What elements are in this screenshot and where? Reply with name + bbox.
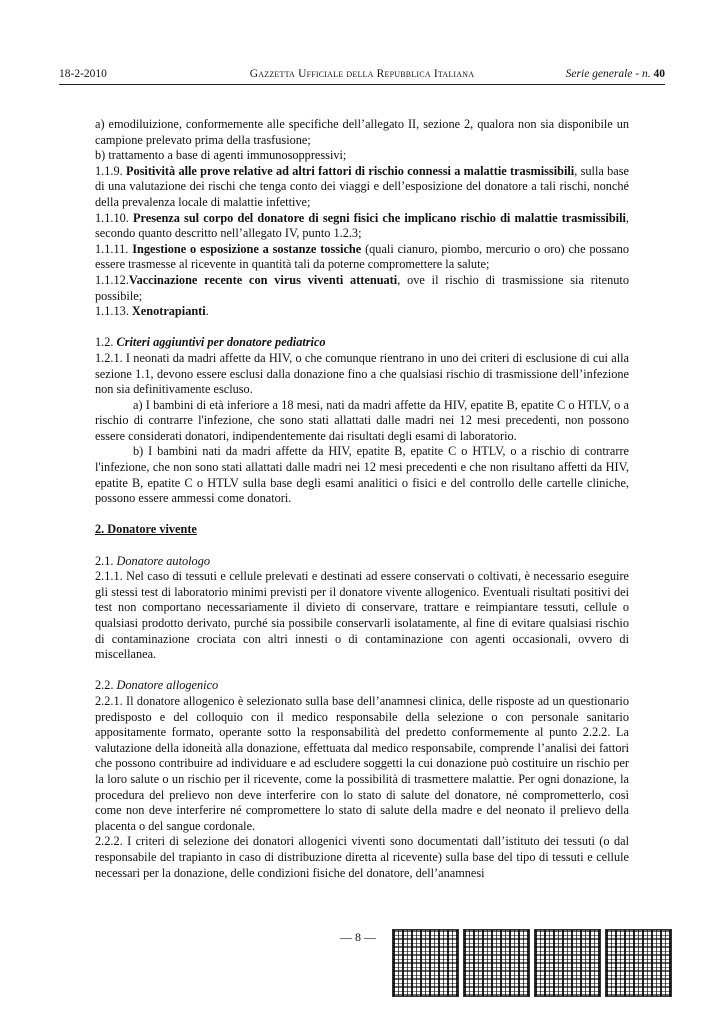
item-bold: Vaccinazione recente con virus viventi attenuati (128, 272, 398, 287)
paragraph: a) I bambini di età inferiore a 18 mesi, nati da madri affette da HIV, epatite B, epatite C o HTLV, o a rischio di contrarre l'infezione, che sono stati allattati dalle madri nei 12 mesi precedenti, non possono essere considerati donatori, indipendentemente dai risultati degli esami di laboratorio. (95, 397, 629, 443)
paragraph: b) I bambini nati da madri affette da HIV, epatite B, epatite C o HTLV, o a rischio di contrarre l'infezione, che non sono stati allattati dalle madri nei 12 mesi precedenti e che non risultano affetti da HIV, epatite B, epatite C o HTLV sulla base degli esami analitici o fisici e del controllo delle cartelle cliniche, possono essere ammessi come donatori. (95, 444, 629, 506)
section-title: Criteri aggiuntivi per donatore pediatrico (116, 335, 326, 350)
barcode-image (605, 929, 672, 997)
item-number: 1.1.11. (95, 241, 129, 256)
page-header (59, 68, 665, 85)
paragraph (95, 242, 629, 273)
paragraph (95, 211, 629, 242)
document-body (95, 117, 629, 881)
section-title: Donatore allogenico (116, 678, 219, 693)
spacer (95, 663, 629, 679)
header-serie (566, 68, 665, 80)
item-number: 1.1.9. (95, 163, 123, 178)
item-text: (quali cianuro, piombo, mercurio o oro) che possano essere trasmesse al ricevente in quantità tali da poterne compromettere la salute; (95, 241, 629, 272)
paragraph: 2.2.1. Il donatore allogenico è selezionato sulla base dell’anamnesi clinica, delle risposte ad un questionario predisposto e del colloquio con il medico responsabile della selezione o con personale sanitario appositamente formato, operante sotto la responsabilità del predetto conformemente al punto 2.2.2. La valutazione della idoneità alla donazione, effettuata dal medico responsabile, comprende l’analisi dei fattori che possono contribuire ad individuare e ad escludere soggetti la cui donazione può costituire un rischio per la loro salute o un rischio per il ricevente, come la possibilità di trasmettere malattie. Per ogni donazione, la procedura del prelievo non deve interferire con lo stato di salute del donatore, né comprometterlo, così come non deve interferire né compromettere lo stato di salute della madre e del neonato il prelievo della placenta o del sangue cordonale. (95, 693, 629, 833)
header-date: 18-2-2010 (59, 68, 107, 80)
item-text: , ove il rischio di trasmissione sia ritenuto possibile; (95, 272, 629, 303)
item-bold: Ingestione o esposizione a sostanze tossiche (132, 241, 362, 256)
page-number: — 8 — (340, 930, 376, 944)
item-bold: Presenza sul corpo del donatore di segni fisici che implicano rischio di malattie trasmissibili (133, 210, 626, 225)
spacer (95, 320, 629, 336)
section-heading (95, 522, 629, 538)
serie-label: Serie generale - n. (565, 68, 651, 80)
spacer (95, 507, 629, 523)
section-heading (95, 678, 629, 694)
item-number: 1.1.13. (95, 304, 129, 319)
paragraph: 2.2.2. I criteri di selezione dei donatori allogenici viventi sono documentati dall’istituto dei tessuti (o dal responsabile del trapianto in caso di distribuzione diretta al ricevente) sulla base del tipo di tessuti e cellule necessari per la donazione, delle condizioni fisiche del donatore, dell’anamnesi (95, 834, 629, 880)
barcode-image (463, 929, 530, 997)
header-title: Gazzetta Ufficiale della Repubblica Italiana (249, 68, 475, 80)
item-text: , secondo quanto descritto nell’allegato IV, punto 1.2.3; (95, 210, 629, 241)
section-number: 2.2. (95, 678, 114, 693)
paragraph (95, 273, 629, 304)
item-text: , sulla base di una valutazione dei rischi che tenga conto dei viaggi e dell’esposizione del donatore a tali rischi, nonché della prevalenza locale di malattie infettive; (95, 163, 629, 209)
section-title: 2. Donatore vivente (95, 522, 197, 537)
section-number: 1.2. (95, 335, 114, 350)
section-heading (95, 554, 629, 570)
section-title: Donatore autologo (116, 553, 211, 568)
section-number: 2.1. (95, 553, 114, 568)
item-number: 1.1.10. (95, 210, 129, 225)
paragraph: 2.1.1. Nel caso di tessuti e cellule prelevati e destinati ad essere conservati o coltivati, è necessario eseguire gli stessi test di laboratorio minimi previsti per il donatore vivente allogenico. Eventuali risultati positivi dei test non comportano necessariamente il divieto di conservare, trattare e reimpiantare tessuti, cellule o qualsiasi prodotto derivato, purché sia possibile conservarli isolatamente, al fine di evitare qualsiasi rischio di contaminazione crociata con altri innesti o di contaminazione con agenti occasionali, ovvero di miscellanea. (95, 569, 629, 662)
item-bold: Xenotrapianti (131, 304, 206, 319)
paragraph: a) emodiluizione, conformemente alle specifiche dell’allegato II, sezione 2, qualora non sia disponibile un campione prelevato prima della trasfusione; (95, 117, 629, 147)
paragraph (95, 304, 629, 320)
paragraph: 1.2.1. I neonati da madri affette da HIV, o che comunque rientrano in uno dei criteri di esclusione di cui alla sezione 1.1, devono essere esclusi dalla donazione fino a che qualsiasi rischio di trasmissione dell’infezione non sia definitivamente escluso. (95, 350, 629, 397)
item-text: . (205, 304, 209, 319)
item-number: 1.1.12. (95, 272, 129, 287)
section-heading (95, 335, 629, 351)
item-bold: Positività alle prove relative ad altri fattori di rischio connessi a malattie trasmissibili (125, 163, 575, 178)
barcode-image (534, 929, 601, 997)
serie-number: 40 (653, 68, 665, 80)
paragraph: b) trattamento a base di agenti immunosoppressivi; (95, 148, 347, 163)
barcode-strip (392, 929, 672, 997)
paragraph (95, 164, 629, 211)
spacer (95, 538, 629, 554)
barcode-image (392, 929, 459, 997)
